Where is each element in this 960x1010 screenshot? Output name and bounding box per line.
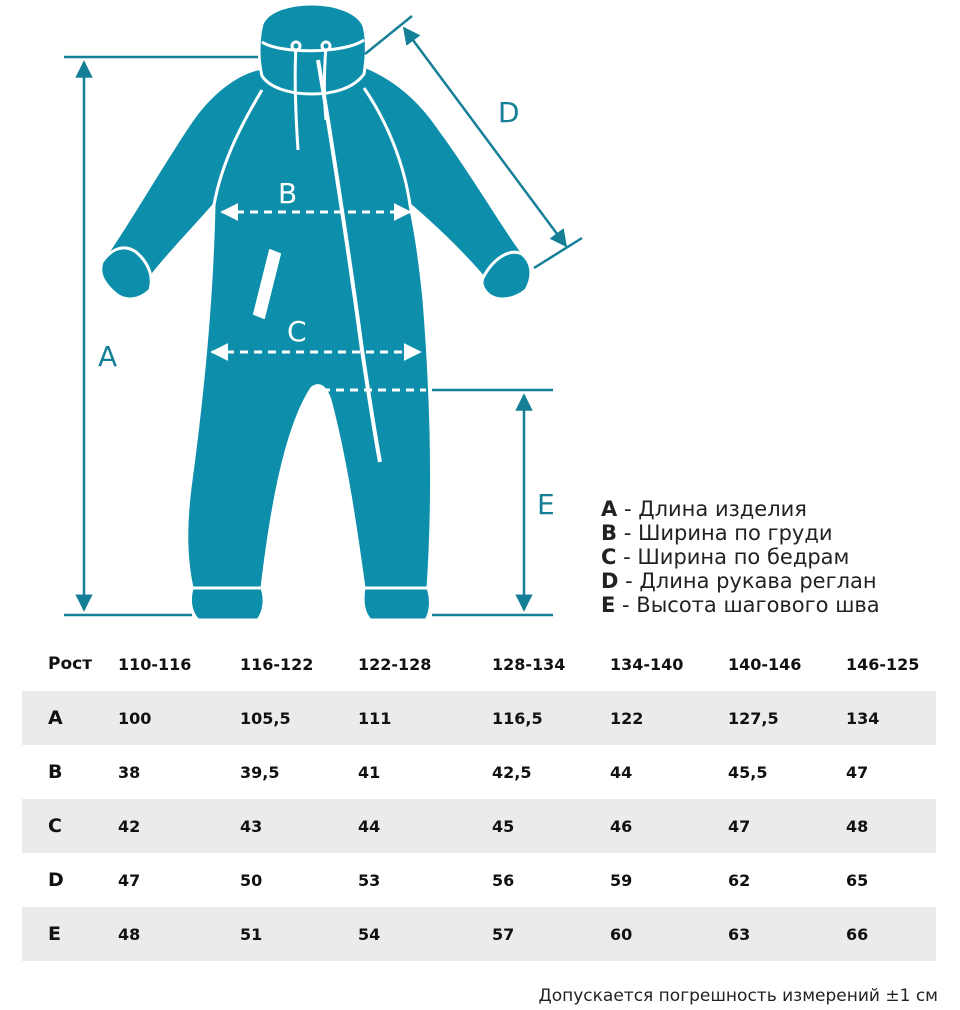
row-label: E <box>22 907 118 961</box>
table-cell: 42,5 <box>492 762 532 782</box>
size-col-header: 122-128 <box>358 654 432 674</box>
legend-item-c: C - Ширина по бедрам <box>601 545 850 569</box>
table-row <box>22 691 936 745</box>
table-cell: 100 <box>118 691 240 745</box>
table-cell: 44 <box>358 799 492 853</box>
table-cell: 60 <box>610 907 728 961</box>
table-cell: 48 <box>118 907 240 961</box>
row-label: B <box>48 761 63 783</box>
table-cell: 47 <box>846 762 869 782</box>
jumpsuit-body <box>102 66 530 588</box>
table-cell: 41 <box>358 762 381 782</box>
size-col-header: 128-134 <box>492 654 566 674</box>
table-cell: 44 <box>610 762 633 782</box>
header-label: Рост <box>48 654 93 674</box>
label-a: A <box>98 340 118 373</box>
table-cell: 63 <box>728 907 846 961</box>
table-cell: 59 <box>610 870 633 890</box>
table-cell: 46 <box>610 799 728 853</box>
legend-item-e: E - Высота шагового шва <box>601 593 880 617</box>
right-leg-cuff <box>363 588 430 620</box>
size-col-header: 140-146 <box>728 654 802 674</box>
left-leg-cuff <box>190 588 264 620</box>
table-cell: 57 <box>492 907 610 961</box>
table-cell: 111 <box>358 691 492 745</box>
size-col-header: 134-140 <box>610 654 684 674</box>
legend-item-b: B - Ширина по груди <box>601 521 833 545</box>
table-cell: 42 <box>118 799 240 853</box>
table-cell: 54 <box>358 907 492 961</box>
tolerance-note: Допускается погрешность измерений ±1 см <box>538 986 938 1006</box>
table-row <box>22 907 936 961</box>
table-cell: 66 <box>846 907 936 961</box>
table-cell: 47 <box>118 870 141 890</box>
size-table <box>22 637 936 961</box>
label-c: C <box>287 315 307 348</box>
label-d: D <box>498 96 520 129</box>
row-label: C <box>22 799 118 853</box>
table-cell: 116,5 <box>492 691 610 745</box>
row-label: D <box>48 869 64 891</box>
table-row <box>22 745 936 799</box>
table-cell: 127,5 <box>728 691 846 745</box>
label-b: B <box>278 177 298 210</box>
row-label: A <box>22 691 118 745</box>
table-cell: 43 <box>240 799 358 853</box>
table-cell: 47 <box>728 799 846 853</box>
table-cell: 105,5 <box>240 691 358 745</box>
table-row <box>22 799 936 853</box>
size-col-header: 146-125 <box>846 654 920 674</box>
table-cell: 45 <box>492 799 610 853</box>
size-col-header: 110-116 <box>118 654 192 674</box>
size-col-header: 116-122 <box>240 654 314 674</box>
table-cell: 65 <box>846 870 869 890</box>
table-cell: 56 <box>492 870 515 890</box>
table-cell: 50 <box>240 870 263 890</box>
table-cell: 38 <box>118 762 141 782</box>
table-cell: 45,5 <box>728 762 768 782</box>
table-cell: 134 <box>846 691 936 745</box>
hood <box>259 4 366 94</box>
table-cell: 51 <box>240 907 358 961</box>
table-cell: 53 <box>358 870 381 890</box>
table-cell: 39,5 <box>240 762 280 782</box>
size-header-row <box>22 637 936 691</box>
table-cell: 122 <box>610 691 728 745</box>
label-e: E <box>537 488 555 521</box>
table-row <box>22 853 936 907</box>
jumpsuit-illustration <box>101 4 531 620</box>
table-cell: 48 <box>846 799 936 853</box>
legend <box>601 497 880 617</box>
legend-item-a: A - Длина изделия <box>601 497 807 521</box>
table-cell: 62 <box>728 870 751 890</box>
legend-item-d: D - Длина рукава реглан <box>601 569 877 593</box>
